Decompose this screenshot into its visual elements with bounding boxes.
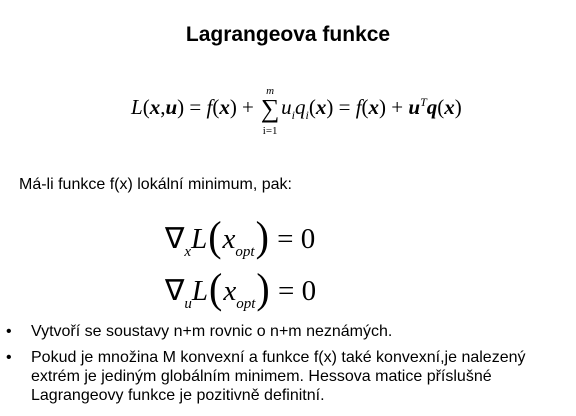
eq-comma: ,	[160, 95, 166, 119]
big-paren-close: )	[256, 264, 270, 313]
bullet-text: Pokud je množina M konvexní a funkce f(x) také konvexní,je nalezený extrém je jediným globálním minimem. Hessova matice příslušné Lagrangeovy funkce je pozitivně definitní.	[31, 349, 526, 404]
eq-u-transpose: u	[408, 95, 421, 119]
gradient-x-equation	[165, 212, 316, 261]
eq-x-bold-2: x	[219, 95, 230, 119]
eq-x-bold-3: x	[315, 95, 327, 119]
sum-lower-limit: i=1	[262, 125, 278, 137]
eq-paren-plus-2: ) +	[379, 95, 409, 119]
lagrangian-definition-equation	[131, 85, 462, 137]
gradient-L: L	[191, 275, 209, 307]
eq-paren-4: (	[437, 95, 445, 119]
nabla-symbol: ∇	[165, 223, 185, 255]
eq-q-bold: q	[426, 95, 438, 119]
big-paren-open: (	[208, 212, 222, 261]
condition-text: Má-li funkce f(x) lokální minimum, pak:	[19, 176, 292, 193]
eq-paren-plus: ) +	[229, 95, 260, 119]
eq-x-bold-4: x	[368, 95, 380, 119]
slide-title: Lagrangeova funkce	[185, 23, 391, 46]
eq-u-i-sub: i	[291, 108, 295, 123]
eq-f-2: f	[355, 95, 362, 119]
big-paren-close: )	[255, 212, 269, 261]
bullet-dot-icon: •	[6, 323, 12, 340]
sigma-glyph: ∑	[260, 94, 280, 123]
bullet-dot-icon: •	[6, 349, 12, 366]
bullet-list	[6, 322, 566, 412]
summation-symbol	[259, 85, 281, 137]
equals-zero: = 0	[270, 275, 317, 307]
x-opt-var: x	[222, 223, 236, 255]
gradient-u-equation	[165, 264, 317, 313]
big-paren-open: (	[209, 264, 223, 313]
eq-u-bold: u	[165, 95, 178, 119]
bullet-text: Vytvoří se soustavy n+m rovnic o n+m neznámých.	[31, 323, 393, 340]
nabla-subscript-u: u	[184, 296, 192, 312]
eq-symbol-L: L	[131, 95, 143, 119]
eq-rparen-equals-2: ) =	[326, 95, 356, 119]
eq-paren-3: (	[361, 95, 369, 119]
bullet-item	[6, 322, 566, 341]
eq-paren: (	[212, 95, 220, 119]
eq-paren-2: (	[308, 95, 316, 119]
gradient-L: L	[191, 223, 208, 255]
eq-paren-5: )	[454, 95, 462, 119]
eq-f: f	[206, 95, 213, 119]
bullet-item	[6, 348, 566, 405]
eq-transpose-T: T	[420, 95, 427, 109]
eq-u-i: u	[281, 95, 292, 119]
x-opt-subscript: opt	[236, 296, 256, 312]
nabla-subscript-x: x	[184, 244, 192, 260]
equals-zero: = 0	[269, 223, 316, 255]
x-opt-subscript: opt	[235, 244, 255, 260]
eq-x-bold: x	[149, 95, 161, 119]
eq-x-bold-5: x	[444, 95, 455, 119]
eq-q-i-sub: i	[305, 108, 309, 123]
eq-q-i: q	[295, 95, 306, 119]
nabla-symbol: ∇	[165, 275, 185, 307]
sum-upper-limit: m	[266, 85, 275, 97]
x-opt-var: x	[223, 275, 237, 307]
eq-rparen-equals: ) =	[177, 95, 207, 119]
eq-lparen: (	[142, 95, 150, 119]
